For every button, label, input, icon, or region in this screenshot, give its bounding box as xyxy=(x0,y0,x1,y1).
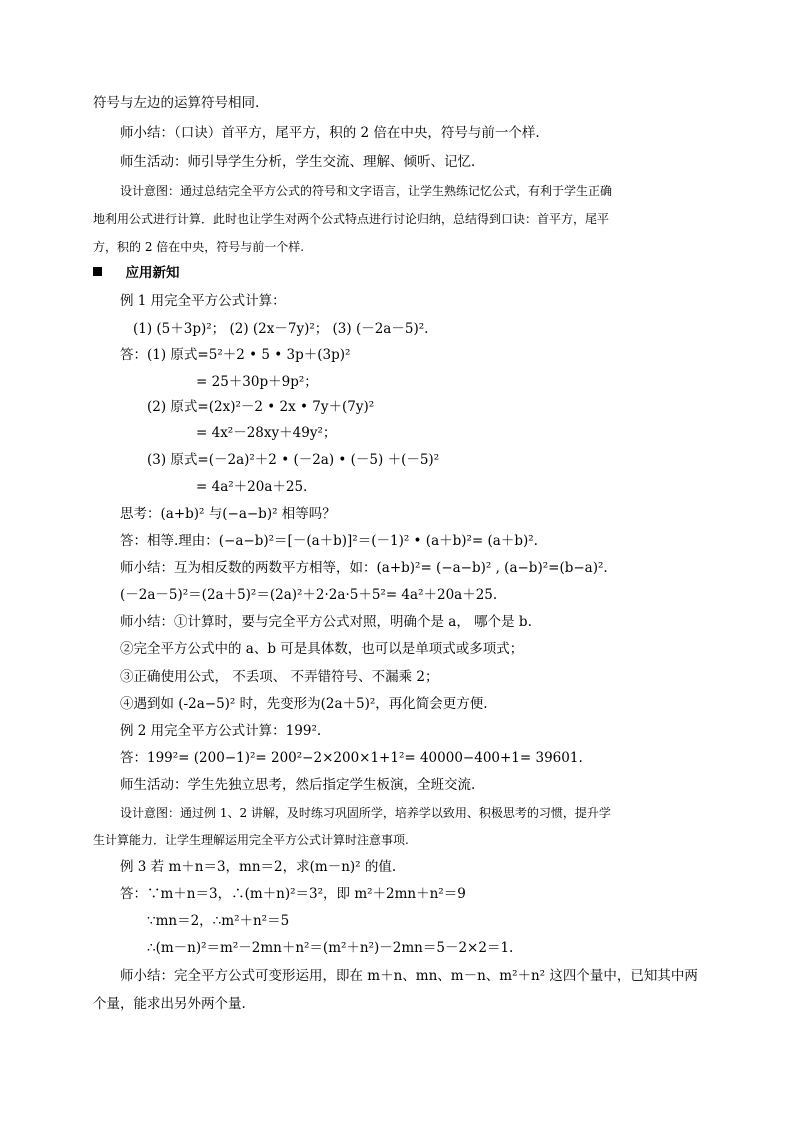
answer-line: ∴(m－n)²＝m²－2mn＋n²＝(m²＋n²)－2mn＝5－2×2＝1. xyxy=(147,940,514,956)
answer-line: = 25＋30p＋9p²； xyxy=(196,374,318,390)
activity-line: 师生活动：学生先独立思考，然后指定学生板演，全班交流. xyxy=(120,777,476,793)
design-intent-line: 方，积的 2 倍在中央，符号与前一个样. xyxy=(93,240,305,254)
design-intent-line: 设计意图：通过总结完全平方公式的符号和文字语言，让学生熟练记忆公式，有利于学生正确 xyxy=(120,184,613,198)
formula-line: (－2a－5)²＝(2a＋5)²＝(2a)²＋2·2a·5＋5²= 4a²＋20a＋25. xyxy=(120,587,498,603)
example-problems: (1) (5＋3p)²； (2) (2x－7y)²； (3) (－2a－5)². xyxy=(133,321,429,337)
design-intent-line: 地利用公式进行计算．此时也让学生对两个公式特点进行讨论归纳，总结得到口诀：首平方，尾平 xyxy=(93,212,610,226)
example-title: 例 2 用完全平方公式计算：199². xyxy=(120,723,322,739)
square-bullet-icon xyxy=(93,267,102,276)
design-intent-line: 生计算能力．让学生理解运用完全平方公式计算时注意事项. xyxy=(93,833,409,847)
section-title: 应用新知 xyxy=(125,265,180,281)
answer-line: 答：相等.理由：(−a−b)²＝[－(a＋b)]²＝(－1)² • (a＋b)²= (a＋b)². xyxy=(120,533,538,549)
teacher-summary-line: 师小结：（口诀）首平方，尾平方，积的 2 倍在中央，符号与前一个样. xyxy=(120,125,540,141)
summary-point: ④遇到如 (-2a−5)² 时，先变形为(2a＋5)²，再化简会更方便. xyxy=(120,696,488,712)
teacher-summary-line: 师小结：①计算时，要与完全平方公式对照，明确个是 a， 哪个是 b. xyxy=(120,614,532,630)
teacher-summary-line: 师小结：完全平方公式可变形运用，即在 m＋n、mn、m－n、m²＋n² 这四个量中，已知其中两 xyxy=(120,968,698,984)
answer-line: (3) 原式=(－2a)²＋2 • (－2a) • (－5) ＋(－5)² xyxy=(147,452,440,468)
answer-line: = 4x²－28xy＋49y²； xyxy=(196,425,337,441)
activity-line: 师生活动：师引导学生分析，学生交流、理解、倾听、记忆． xyxy=(120,154,485,170)
text-line: 符号与左边的运算符号相同. xyxy=(93,95,260,111)
section-heading xyxy=(93,264,180,282)
design-intent-line: 设计意图：通过例 1、2 讲解，及时练习巩固所学，培养学以致用、积极思考的习惯，提升学 xyxy=(120,806,611,820)
answer-line: = 4a²＋20a＋25. xyxy=(196,479,308,495)
example-title: 例 3 若 m＋n＝3，mn＝2，求(m－n)² 的值. xyxy=(120,859,397,875)
answer-line: (2) 原式=(2x)²－2 • 2x • 7y＋(7y)² xyxy=(147,399,375,415)
teacher-summary-line: 师小结：互为相反数的两数平方相等，如：(a+b)²= (−a−b)² , (a−b)²=(b−a)². xyxy=(120,560,608,576)
answer-line: 答：199²= (200−1)²= 200²−2×200×1+1²= 40000−400+1= 39601. xyxy=(120,750,583,766)
think-question: 思考：(a+b)² 与(−a−b)² 相等吗？ xyxy=(120,506,336,522)
answer-line: 答：∵m＋n＝3，∴(m＋n)²＝3²，即 m²＋2mn＋n²＝9 xyxy=(120,886,466,902)
answer-line: ∵mn＝2，∴m²＋n²＝5 xyxy=(147,913,290,929)
answer-line: 答：(1) 原式=5²＋2 • 5 • 3p＋(3p)² xyxy=(120,347,351,363)
summary-point: ③正确使用公式， 不丢项、 不弄错符号、不漏乘 2； xyxy=(120,669,439,685)
teacher-summary-line: 个量，能求出另外两个量. xyxy=(93,996,246,1012)
summary-point: ②完全平方公式中的 a、b 可是具体数，也可以是单项式或多项式； xyxy=(120,641,524,657)
example-title: 例 1 用完全平方公式计算： xyxy=(120,293,286,309)
